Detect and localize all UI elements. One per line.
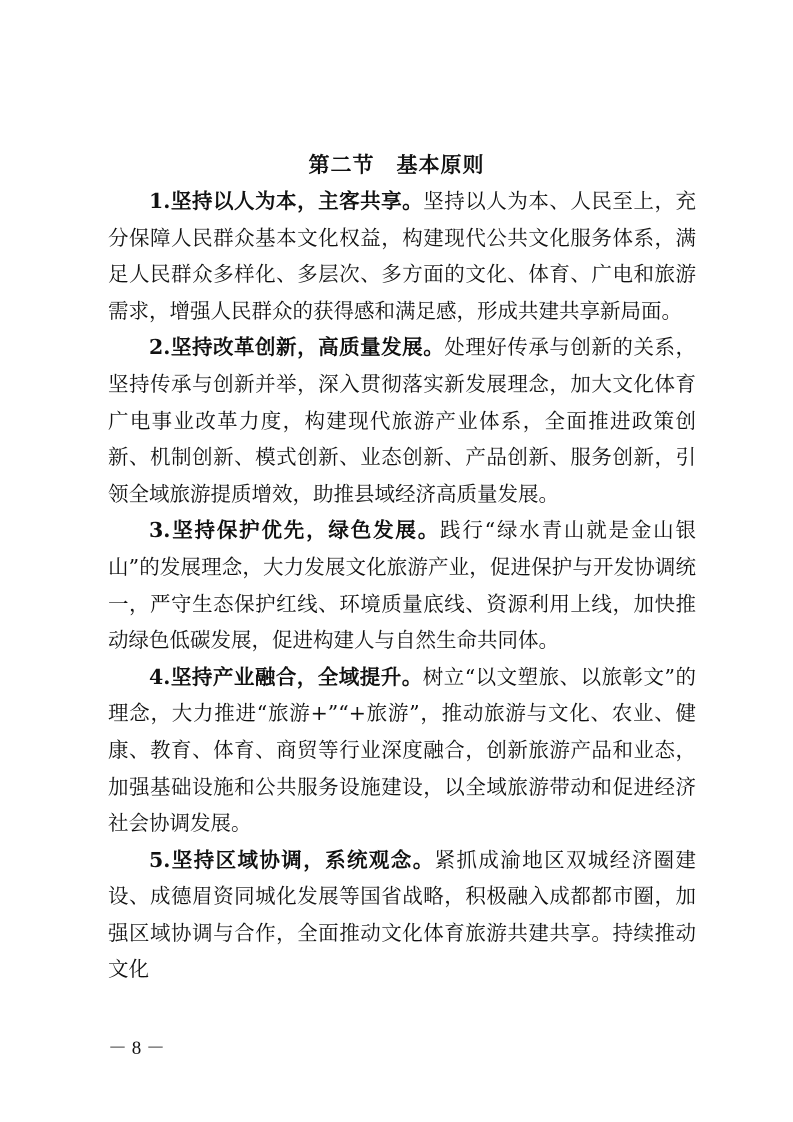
principle-paragraph-1: [108, 183, 696, 329]
principle-paragraph-4: [108, 659, 696, 842]
section-title: 第二节 基本原则: [308, 152, 485, 177]
principle-heading-2: 2.坚持改革创新，高质量发展。: [149, 335, 445, 360]
principle-paragraph-2: [108, 329, 696, 512]
principle-text-4: 树立“以文塑旅、以旅彰文”的理念，大力推进“旅游+”“+旅游”，推动旅游与文化、农业、健康、教育、体育、商贸等行业深度融合，创新旅游产品和业态，加强基础设施和公共服务设施建设，以全域旅游带动和促进经济社会协调发展。: [108, 664, 696, 836]
principle-text-2: 处理好传承与创新的关系，坚持传承与创新并举，深入贯彻落实新发展理念，加大文化体育广电事业改革力度，构建现代旅游产业体系，全面推进政策创新、机制创新、模式创新、业态创新、产品创新、服务创新，引领全域旅游提质增效，助推县域经济高质量发展。: [108, 335, 696, 506]
principles-body: [108, 183, 696, 988]
principle-paragraph-3: [108, 512, 696, 658]
principle-text-3: 践行“绿水青山就是金山银山”的发展理念，大力发展文化旅游产业，促进保护与开发协调统一，严守生态保护红线、环境质量底线、资源利用上线，加快推动绿色低碳发展，促进构建人与自然生命共同体。: [108, 518, 696, 653]
principle-heading-3: 3.坚持保护优先，绿色发展。: [149, 518, 441, 543]
principle-text-5: 紧抓成渝地区双城经济圈建设、成德眉资同城化发展等国省战略，积极融入成都都市圈，加强区域协调与合作，全面推动文化体育旅游共建共享。持续推动文化: [108, 847, 697, 982]
principle-heading-1: 1.坚持以人为本，主客共享。: [149, 189, 424, 213]
page-number: － 8 －: [108, 1038, 166, 1059]
principle-heading-4: 4.坚持产业融合，全域提升。: [149, 664, 423, 689]
principle-paragraph-5: [108, 842, 696, 988]
principle-text-1: 坚持以人为本、人民至上，充分保障人民群众基本文化权益，构建现代公共文化服务体系，满足人民群众多样化、多层次、多方面的文化、体育、广电和旅游需求，增强人民群众的获得感和满足感，形成共建共享新局面。: [108, 189, 697, 323]
principle-heading-5: 5.坚持区域协调，系统观念。: [149, 847, 435, 872]
